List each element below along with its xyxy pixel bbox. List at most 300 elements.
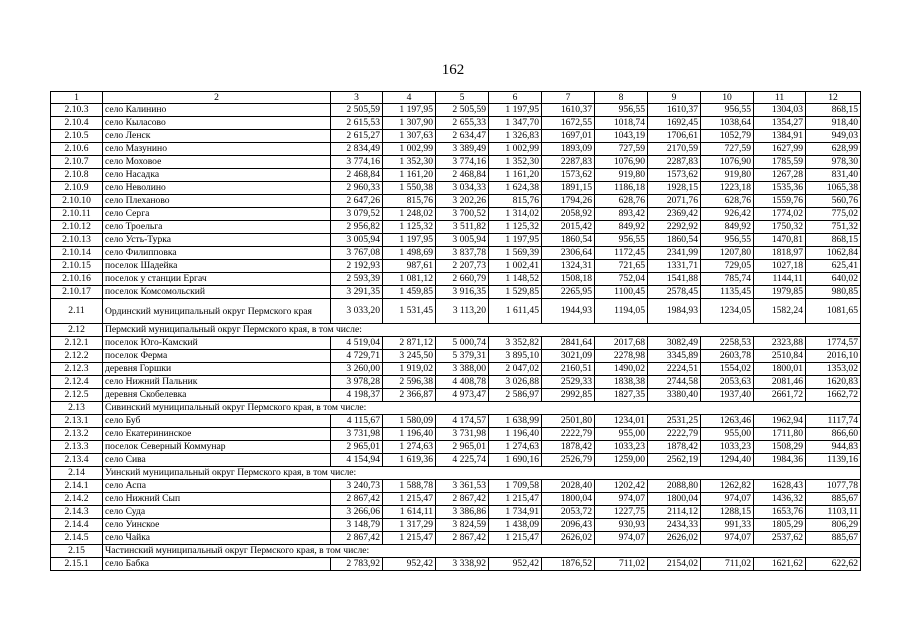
value-cell: 2323,88 <box>754 337 806 350</box>
value-cell: 919,80 <box>595 169 648 182</box>
settlement-name: село Кыласово <box>103 117 331 130</box>
value-cell: 3 824,59 <box>436 519 489 532</box>
table-row <box>51 441 861 454</box>
row-code: 2.14 <box>51 467 103 480</box>
settlement-name: село Буб <box>103 415 331 428</box>
row-code: 2.13.4 <box>51 454 103 467</box>
table-row <box>51 143 861 156</box>
value-cell: 3 240,73 <box>331 480 383 493</box>
value-cell: 2531,25 <box>648 415 701 428</box>
value-cell: 2529,33 <box>542 376 595 389</box>
value-cell: 640,02 <box>806 273 861 286</box>
value-cell: 1893,09 <box>542 143 595 156</box>
value-cell: 2 647,26 <box>331 195 383 208</box>
value-cell: 1043,19 <box>595 130 648 143</box>
settlement-name: поселок Северный Коммунар <box>103 441 331 454</box>
value-cell: 3 338,92 <box>436 558 489 571</box>
value-cell: 974,07 <box>595 532 648 545</box>
value-cell: 1 081,12 <box>383 273 436 286</box>
value-cell: 4 154,94 <box>331 454 383 467</box>
value-cell: 2053,72 <box>542 506 595 519</box>
value-cell: 1541,88 <box>648 273 701 286</box>
section-row <box>51 467 861 480</box>
value-cell: 956,55 <box>701 104 754 117</box>
value-cell: 3 026,88 <box>489 376 542 389</box>
value-cell: 815,76 <box>383 195 436 208</box>
table-row <box>51 104 861 117</box>
row-code: 2.10.8 <box>51 169 103 182</box>
value-cell: 3 388,00 <box>436 363 489 376</box>
settlement-name: село Сива <box>103 454 331 467</box>
value-cell: 1076,90 <box>701 156 754 169</box>
settlement-name: село Аспа <box>103 480 331 493</box>
value-cell: 2841,64 <box>542 337 595 350</box>
column-number-cell: 6 <box>489 92 542 104</box>
value-cell: 1 197,95 <box>383 234 436 247</box>
section-title: Частинский муниципальный округ Пермского края, в том числе: <box>103 545 861 558</box>
value-cell: 1234,01 <box>595 415 648 428</box>
table-row <box>51 208 861 221</box>
value-cell: 2562,19 <box>648 454 701 467</box>
value-cell: 622,62 <box>806 558 861 571</box>
value-cell: 3 731,98 <box>331 428 383 441</box>
value-cell: 1033,23 <box>595 441 648 454</box>
value-cell: 2016,10 <box>806 350 861 363</box>
value-cell: 1785,59 <box>754 156 806 169</box>
column-number-cell: 3 <box>331 92 383 104</box>
value-cell: 1 002,99 <box>489 143 542 156</box>
value-cell: 1384,91 <box>754 130 806 143</box>
value-cell: 1 614,11 <box>383 506 436 519</box>
value-cell: 1610,37 <box>648 104 701 117</box>
value-cell: 1033,23 <box>701 441 754 454</box>
table-row <box>51 532 861 545</box>
value-cell: 1353,02 <box>806 363 861 376</box>
table-row <box>51 389 861 402</box>
value-cell: 1259,00 <box>595 454 648 467</box>
table-row <box>51 286 861 299</box>
value-cell: 1065,38 <box>806 182 861 195</box>
value-cell: 1 619,36 <box>383 454 436 467</box>
value-cell: 991,33 <box>701 519 754 532</box>
value-cell: 1 307,90 <box>383 117 436 130</box>
column-number-cell: 1 <box>51 92 103 104</box>
value-cell: 1 347,70 <box>489 117 542 130</box>
settlement-name: село Нижний Пальник <box>103 376 331 389</box>
settlement-name: село Бабка <box>103 558 331 571</box>
value-cell: 1227,75 <box>595 506 648 519</box>
row-code: 2.10.15 <box>51 260 103 273</box>
table-row <box>51 363 861 376</box>
value-cell: 1805,29 <box>754 519 806 532</box>
value-cell: 1 317,29 <box>383 519 436 532</box>
value-cell: 1 307,63 <box>383 130 436 143</box>
row-code: 2.10.3 <box>51 104 103 117</box>
value-cell: 2160,51 <box>542 363 595 376</box>
settlement-name: деревня Горшки <box>103 363 331 376</box>
value-cell: 1186,18 <box>595 182 648 195</box>
value-cell: 1267,28 <box>754 169 806 182</box>
value-cell: 2 615,27 <box>331 130 383 143</box>
row-code: 2.10.6 <box>51 143 103 156</box>
value-cell: 1 569,39 <box>489 247 542 260</box>
value-cell: 1662,72 <box>806 389 861 402</box>
table-row <box>51 130 861 143</box>
value-cell: 1 274,63 <box>383 441 436 454</box>
value-cell: 2 596,38 <box>383 376 436 389</box>
settlement-name: село Чайка <box>103 532 331 545</box>
row-code: 2.10.5 <box>51 130 103 143</box>
value-cell: 1135,45 <box>701 286 754 299</box>
column-number-cell: 8 <box>595 92 648 104</box>
settlement-name: село Уинское <box>103 519 331 532</box>
value-cell: 1 611,45 <box>489 299 542 324</box>
value-cell: 3345,89 <box>648 350 701 363</box>
value-cell: 974,07 <box>701 532 754 545</box>
value-cell: 727,59 <box>701 143 754 156</box>
value-cell: 1620,83 <box>806 376 861 389</box>
column-number-cell: 7 <box>542 92 595 104</box>
value-cell: 1081,65 <box>806 299 861 324</box>
value-cell: 2 505,59 <box>436 104 489 117</box>
value-cell: 628,76 <box>595 195 648 208</box>
row-code: 2.12.3 <box>51 363 103 376</box>
value-cell: 955,00 <box>701 428 754 441</box>
value-cell: 1 197,95 <box>383 104 436 117</box>
value-cell: 1 529,85 <box>489 286 542 299</box>
value-cell: 918,40 <box>806 117 861 130</box>
value-cell: 1 197,95 <box>489 104 542 117</box>
value-cell: 2537,62 <box>754 532 806 545</box>
table-row <box>51 273 861 286</box>
value-cell: 4 408,78 <box>436 376 489 389</box>
table-row <box>51 493 861 506</box>
value-cell: 1 215,47 <box>489 532 542 545</box>
value-cell: 1653,76 <box>754 506 806 519</box>
value-cell: 2 660,79 <box>436 273 489 286</box>
value-cell: 974,07 <box>701 493 754 506</box>
row-code: 2.10.9 <box>51 182 103 195</box>
value-cell: 2 867,42 <box>436 532 489 545</box>
table-row <box>51 350 861 363</box>
row-code: 2.12.5 <box>51 389 103 402</box>
value-cell: 1288,15 <box>701 506 754 519</box>
value-cell: 2661,72 <box>754 389 806 402</box>
value-cell: 868,15 <box>806 104 861 117</box>
value-cell: 2071,76 <box>648 195 701 208</box>
value-cell: 2292,92 <box>648 221 701 234</box>
value-cell: 1794,26 <box>542 195 595 208</box>
settlement-name: село Насадка <box>103 169 331 182</box>
row-code: 2.10.10 <box>51 195 103 208</box>
settlement-name: деревня Скобелевка <box>103 389 331 402</box>
value-cell: 3 916,35 <box>436 286 489 299</box>
value-cell: 1706,61 <box>648 130 701 143</box>
value-cell: 1928,15 <box>648 182 701 195</box>
row-code: 2.13.3 <box>51 441 103 454</box>
value-cell: 849,92 <box>701 221 754 234</box>
section-title: Пермский муниципальный округ Пермского края, в том числе: <box>103 324 861 337</box>
value-cell: 2287,83 <box>542 156 595 169</box>
value-cell: 974,07 <box>595 493 648 506</box>
value-cell: 1436,32 <box>754 493 806 506</box>
value-cell: 1627,99 <box>754 143 806 156</box>
value-cell: 831,40 <box>806 169 861 182</box>
value-cell: 1234,05 <box>701 299 754 324</box>
value-cell: 1944,93 <box>542 299 595 324</box>
value-cell: 3 266,06 <box>331 506 383 519</box>
value-cell: 1774,02 <box>754 208 806 221</box>
settlement-name: село Суда <box>103 506 331 519</box>
value-cell: 2603,78 <box>701 350 754 363</box>
value-cell: 1324,31 <box>542 260 595 273</box>
value-cell: 1697,01 <box>542 130 595 143</box>
value-cell: 2 783,92 <box>331 558 383 571</box>
value-cell: 2053,63 <box>701 376 754 389</box>
value-cell: 1 580,09 <box>383 415 436 428</box>
value-cell: 2 468,84 <box>331 169 383 182</box>
value-cell: 2992,85 <box>542 389 595 402</box>
value-cell: 1 352,30 <box>489 156 542 169</box>
value-cell: 1979,85 <box>754 286 806 299</box>
value-cell: 3 767,08 <box>331 247 383 260</box>
value-cell: 2 615,53 <box>331 117 383 130</box>
value-cell: 1144,11 <box>754 273 806 286</box>
value-cell: 1 734,91 <box>489 506 542 519</box>
value-cell: 721,65 <box>595 260 648 273</box>
value-cell: 1354,27 <box>754 117 806 130</box>
value-cell: 1207,80 <box>701 247 754 260</box>
value-cell: 727,59 <box>595 143 648 156</box>
settlement-name: село Мазунино <box>103 143 331 156</box>
row-code: 2.15.1 <box>51 558 103 571</box>
value-cell: 956,55 <box>701 234 754 247</box>
value-cell: 3 700,52 <box>436 208 489 221</box>
table-row <box>51 506 861 519</box>
table-row <box>51 299 861 324</box>
value-cell: 1 919,02 <box>383 363 436 376</box>
row-code: 2.13.2 <box>51 428 103 441</box>
section-title: Сивинский муниципальный округ Пермского края, в том числе: <box>103 402 861 415</box>
value-cell: 978,30 <box>806 156 861 169</box>
table-row <box>51 156 861 169</box>
value-cell: 1262,82 <box>701 480 754 493</box>
value-cell: 1962,94 <box>754 415 806 428</box>
value-cell: 2222,79 <box>542 428 595 441</box>
value-cell: 1672,55 <box>542 117 595 130</box>
value-cell: 1 215,47 <box>489 493 542 506</box>
value-cell: 560,76 <box>806 195 861 208</box>
value-cell: 1076,90 <box>595 156 648 169</box>
row-code: 2.12 <box>51 324 103 337</box>
value-cell: 1052,79 <box>701 130 754 143</box>
value-cell: 2265,95 <box>542 286 595 299</box>
value-cell: 3 148,79 <box>331 519 383 532</box>
value-cell: 2154,02 <box>648 558 701 571</box>
value-cell: 3 389,49 <box>436 143 489 156</box>
value-cell: 1077,78 <box>806 480 861 493</box>
value-cell: 4 973,47 <box>436 389 489 402</box>
value-cell: 2058,92 <box>542 208 595 221</box>
value-cell: 987,61 <box>383 260 436 273</box>
value-cell: 1038,64 <box>701 117 754 130</box>
value-cell: 1 531,45 <box>383 299 436 324</box>
value-cell: 1027,18 <box>754 260 806 273</box>
value-cell: 2 965,01 <box>436 441 489 454</box>
value-cell: 849,92 <box>595 221 648 234</box>
value-cell: 2 192,93 <box>331 260 383 273</box>
value-cell: 628,99 <box>806 143 861 156</box>
value-cell: 1 215,47 <box>383 532 436 545</box>
value-cell: 2088,80 <box>648 480 701 493</box>
value-cell: 1827,35 <box>595 389 648 402</box>
value-cell: 3 260,00 <box>331 363 383 376</box>
value-cell: 1878,42 <box>542 441 595 454</box>
value-cell: 3 202,26 <box>436 195 489 208</box>
value-cell: 3 774,16 <box>436 156 489 169</box>
value-cell: 2 634,47 <box>436 130 489 143</box>
value-cell: 711,02 <box>701 558 754 571</box>
value-cell: 2278,98 <box>595 350 648 363</box>
value-cell: 1 197,95 <box>489 234 542 247</box>
value-cell: 3 005,94 <box>331 234 383 247</box>
value-cell: 2287,83 <box>648 156 701 169</box>
value-cell: 1554,02 <box>701 363 754 376</box>
value-cell: 1490,02 <box>595 363 648 376</box>
value-cell: 2 505,59 <box>331 104 383 117</box>
value-cell: 980,85 <box>806 286 861 299</box>
row-code: 2.14.3 <box>51 506 103 519</box>
settlement-name: село Калинино <box>103 104 331 117</box>
value-cell: 1202,42 <box>595 480 648 493</box>
value-cell: 1 438,09 <box>489 519 542 532</box>
value-cell: 806,29 <box>806 519 861 532</box>
value-cell: 3 774,16 <box>331 156 383 169</box>
value-cell: 1139,16 <box>806 454 861 467</box>
value-cell: 2744,58 <box>648 376 701 389</box>
column-number-cell: 12 <box>806 92 861 104</box>
value-cell: 625,41 <box>806 260 861 273</box>
table-row <box>51 221 861 234</box>
value-cell: 952,42 <box>383 558 436 571</box>
value-cell: 3 034,33 <box>436 182 489 195</box>
value-cell: 3380,40 <box>648 389 701 402</box>
row-code: 2.12.1 <box>51 337 103 350</box>
column-number-row <box>51 92 861 104</box>
value-cell: 1610,37 <box>542 104 595 117</box>
table-row <box>51 169 861 182</box>
value-cell: 1 459,85 <box>383 286 436 299</box>
tariff-table <box>50 91 861 571</box>
value-cell: 1 002,41 <box>489 260 542 273</box>
value-cell: 729,05 <box>701 260 754 273</box>
value-cell: 1984,93 <box>648 299 701 324</box>
section-row <box>51 402 861 415</box>
value-cell: 2306,64 <box>542 247 595 260</box>
table-row <box>51 558 861 571</box>
value-cell: 1711,80 <box>754 428 806 441</box>
value-cell: 885,67 <box>806 493 861 506</box>
value-cell: 1304,03 <box>754 104 806 117</box>
row-code: 2.10.4 <box>51 117 103 130</box>
value-cell: 1018,74 <box>595 117 648 130</box>
settlement-name: село Екатерининское <box>103 428 331 441</box>
value-cell: 1 125,32 <box>383 221 436 234</box>
table-row <box>51 337 861 350</box>
value-cell: 2017,68 <box>595 337 648 350</box>
value-cell: 2028,40 <box>542 480 595 493</box>
value-cell: 1582,24 <box>754 299 806 324</box>
value-cell: 752,04 <box>595 273 648 286</box>
value-cell: 952,42 <box>489 558 542 571</box>
value-cell: 2626,02 <box>648 532 701 545</box>
value-cell: 4 174,57 <box>436 415 489 428</box>
row-code: 2.15 <box>51 545 103 558</box>
value-cell: 1100,45 <box>595 286 648 299</box>
value-cell: 1 248,02 <box>383 208 436 221</box>
settlement-name: село Троельга <box>103 221 331 234</box>
value-cell: 868,15 <box>806 234 861 247</box>
value-cell: 2222,79 <box>648 428 701 441</box>
settlement-name: село Моховое <box>103 156 331 169</box>
value-cell: 1 215,47 <box>383 493 436 506</box>
value-cell: 1223,18 <box>701 182 754 195</box>
row-code: 2.14.1 <box>51 480 103 493</box>
value-cell: 919,80 <box>701 169 754 182</box>
row-code: 2.10.11 <box>51 208 103 221</box>
value-cell: 1 314,02 <box>489 208 542 221</box>
table-row <box>51 519 861 532</box>
value-cell: 2501,80 <box>542 415 595 428</box>
value-cell: 4 729,71 <box>331 350 383 363</box>
value-cell: 3 511,82 <box>436 221 489 234</box>
value-cell: 2369,42 <box>648 208 701 221</box>
value-cell: 2 960,33 <box>331 182 383 195</box>
row-code: 2.10.17 <box>51 286 103 299</box>
value-cell: 2626,02 <box>542 532 595 545</box>
page-number: 162 <box>441 62 465 78</box>
value-cell: 2 593,39 <box>331 273 383 286</box>
row-code: 2.10.7 <box>51 156 103 169</box>
value-cell: 2510,84 <box>754 350 806 363</box>
value-cell: 2 468,84 <box>436 169 489 182</box>
value-cell: 1117,74 <box>806 415 861 428</box>
table-row <box>51 480 861 493</box>
table-row <box>51 454 861 467</box>
value-cell: 3 033,20 <box>331 299 383 324</box>
settlement-name: село Усть-Турка <box>103 234 331 247</box>
value-cell: 3082,49 <box>648 337 701 350</box>
value-cell: 3 005,94 <box>436 234 489 247</box>
value-cell: 1559,76 <box>754 195 806 208</box>
value-cell: 2081,46 <box>754 376 806 389</box>
value-cell: 1573,62 <box>648 169 701 182</box>
value-cell: 926,42 <box>701 208 754 221</box>
column-number-cell: 11 <box>754 92 806 104</box>
value-cell: 2170,59 <box>648 143 701 156</box>
value-cell: 1 161,20 <box>383 169 436 182</box>
value-cell: 2 867,42 <box>331 532 383 545</box>
column-number-cell: 9 <box>648 92 701 104</box>
column-number-cell: 10 <box>701 92 754 104</box>
value-cell: 2 871,12 <box>383 337 436 350</box>
row-code: 2.10.14 <box>51 247 103 260</box>
value-cell: 2 047,02 <box>489 363 542 376</box>
table-row <box>51 415 861 428</box>
section-title: Уинский муниципальный округ Пермского края, в том числе: <box>103 467 861 480</box>
value-cell: 1984,36 <box>754 454 806 467</box>
table-row <box>51 247 861 260</box>
